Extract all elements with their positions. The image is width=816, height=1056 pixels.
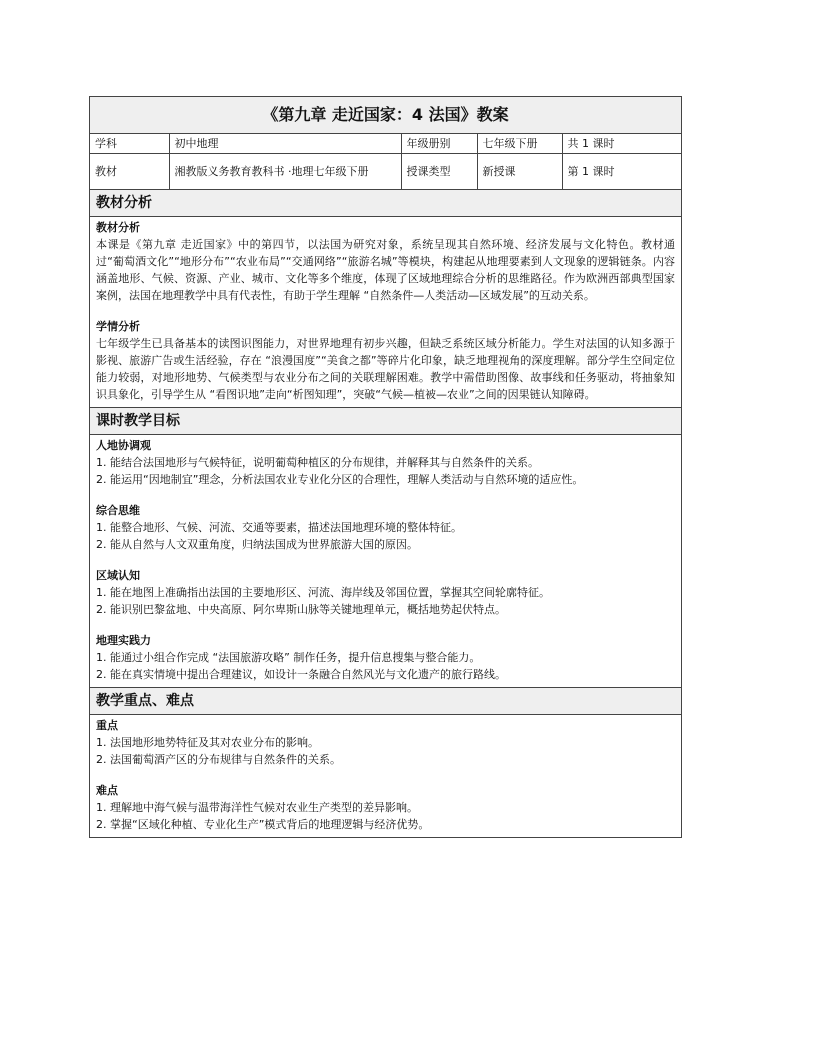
goal-item: 2. 能在真实情境中提出合理建议，如设计一条融合自然风光与文化遗产的旅行路线。 (96, 668, 506, 681)
section-body-keys (90, 715, 681, 837)
document-title: 《第九章 走近国家：4 法国》教案 (90, 97, 681, 134)
total-hours: 共 1 课时 (562, 134, 681, 154)
key-item: 2. 掌握“区域化种植、专业化生产”模式背后的地理逻辑与经济优势。 (96, 818, 430, 831)
current-hour: 第 1 课时 (562, 154, 681, 190)
paragraph-student-analysis: 七年级学生已具备基本的读图识图能力，对世界地理有初步兴趣，但缺乏系统区域分析能力。学生对法国的认知多源于影视、旅游广告或生活经验，存在 “浪漫国度”“美食之都”等碎片化印象，缺乏地理视角的深度理解。部分学生空间定位能力较弱，对地形地势、气候类型与农业分布之间的关联理解困难。教学中需借助图像、故事线和任务驱动，将抽象知识具象化，引导学生从 “看图识地”走向“析图知理”，突破“气候—植被—农业”之间的因果链认知障碍。 (96, 337, 675, 401)
textbook-label: 教材 (90, 154, 169, 190)
goal-group-title: 人地协调观 (96, 439, 151, 452)
goal-item: 1. 能在地图上准确指出法国的主要地形区、河流、海岸线及邻国位置，掌握其空间轮廓特征。 (96, 586, 550, 599)
lesson-type-label: 授课类型 (401, 154, 477, 190)
key-item: 1. 理解地中海气候与温带海洋性气候对农业生产类型的差异影响。 (96, 801, 418, 814)
lesson-plan-sheet (89, 96, 682, 838)
key-group-title: 重点 (96, 719, 118, 732)
goal-item: 1. 能整合地形、气候、河流、交通等要素，描述法国地理环境的整体特征。 (96, 521, 462, 534)
section-heading-analysis: 教材分析 (90, 190, 681, 217)
subheading-student-analysis: 学情分析 (96, 320, 140, 333)
key-item: 1. 法国地形地势特征及其对农业分布的影响。 (96, 736, 319, 749)
goal-item: 1. 能通过小组合作完成 “法国旅游攻略” 制作任务，提升信息搜集与整合能力。 (96, 651, 481, 664)
section-heading-goals: 课时教学目标 (90, 407, 681, 435)
goal-item: 2. 能识别巴黎盆地、中央高原、阿尔卑斯山脉等关键地理单元，概括地势起伏特点。 (96, 603, 506, 616)
goal-group-title: 区域认知 (96, 569, 140, 582)
info-row-subject (90, 134, 681, 154)
goal-item: 2. 能运用“因地制宜”理念，分析法国农业专业化分区的合理性，理解人类活动与自然环境的适应性。 (96, 473, 584, 486)
lesson-type-value: 新授课 (477, 154, 562, 190)
section-heading-keys: 教学重点、难点 (90, 687, 681, 715)
info-row-textbook (90, 154, 681, 190)
course-info-table (90, 134, 681, 190)
section-body-analysis (90, 217, 681, 407)
subheading-textbook-analysis: 教材分析 (96, 221, 140, 234)
paragraph-textbook-analysis: 本课是《第九章 走近国家》中的第四节，以法国为研究对象，系统呈现其自然环境、经济发展与文化特色。教材通过“葡萄酒文化”“地形分布”“农业布局”“交通网络”“旅游名城”等模块，构建起从地理要素到人文现象的逻辑链条。内容涵盖地形、气候、资源、产业、城市、文化等多个维度，体现了区域地理综合分析的思维路径。作为欧洲西部典型国家案例，法国在地理教学中具有代表性，有助于学生理解 “自然条件—人类活动—区域发展”的互动关系。 (96, 238, 675, 302)
goal-group-title: 地理实践力 (96, 634, 151, 647)
subject-label: 学科 (90, 134, 169, 154)
textbook-value: 湘教版义务教育教科书 ·地理七年级下册 (169, 154, 401, 190)
subject-value: 初中地理 (169, 134, 401, 154)
goal-group-title: 综合思维 (96, 504, 140, 517)
goal-item: 2. 能从自然与人文双重角度，归纳法国成为世界旅游大国的原因。 (96, 538, 418, 551)
section-body-goals (90, 435, 681, 687)
grade-label: 年级册别 (401, 134, 477, 154)
goal-item: 1. 能结合法国地形与气候特征，说明葡萄种植区的分布规律，并解释其与自然条件的关系。 (96, 456, 539, 469)
key-item: 2. 法国葡萄酒产区的分布规律与自然条件的关系。 (96, 753, 341, 766)
grade-value: 七年级下册 (477, 134, 562, 154)
key-group-title: 难点 (96, 784, 118, 797)
